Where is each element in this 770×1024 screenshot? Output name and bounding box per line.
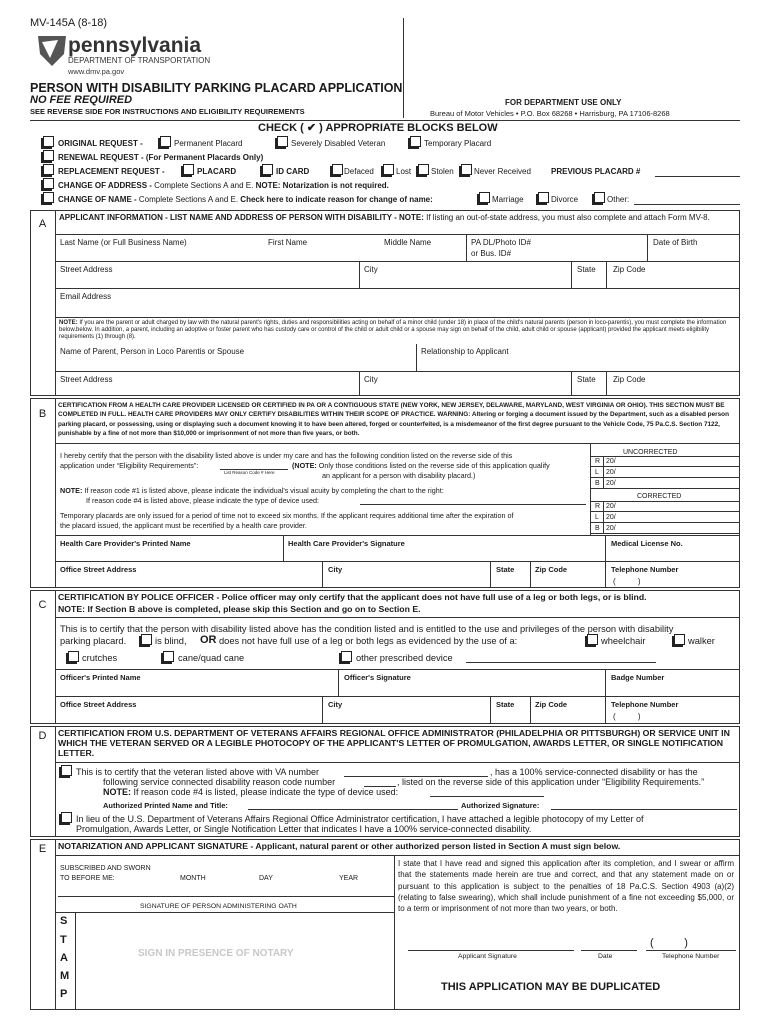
provider-phone-parens: ( ) — [613, 577, 641, 586]
permanent-placard-checkbox[interactable] — [160, 136, 171, 147]
agency-dept: DEPARTMENT OF TRANSPORTATION — [68, 56, 211, 65]
street-address-field[interactable]: Street Address — [60, 265, 113, 274]
va-certify-line-2: following service connected disability reason code number — [103, 777, 336, 787]
section-d-heading: CERTIFICATION FROM U.S. DEPARTMENT OF VETERANS AFFAIRS REGIONAL OFFICE ADMINISTRATOR (PHILADELPHIA OR PITTSBURGH) OR SERVICE UNIT IN WHICH THE VETERAN SERVED OR A LEGIBLE PHOTOCOPY OF THE APPLICANT'S LETTER OF PROMULGATION, AWARDS LETTER, OR SINGLE NOTIFICATION LETTER. — [58, 728, 730, 759]
other-reason-checkbox[interactable] — [594, 192, 605, 203]
applicant-signature-field[interactable]: Applicant Signature — [458, 953, 517, 960]
form-number: MV-145A (8-18) — [30, 17, 108, 29]
dept-use-label: FOR DEPARTMENT USE ONLY — [505, 98, 622, 107]
defaced-checkbox[interactable] — [332, 164, 343, 175]
walker-checkbox[interactable] — [674, 634, 685, 645]
replacement-request-label: REPLACEMENT REQUEST - — [58, 167, 165, 176]
change-name-label: CHANGE OF NAME - Complete Sections A and E. Check here to indicate reason for change of name: — [58, 195, 433, 204]
corrected-row-b[interactable] — [590, 523, 740, 534]
bus-id-label: or Bus. ID# — [471, 249, 512, 258]
provider-telephone-field[interactable]: Telephone Number — [611, 565, 679, 574]
section-d-letter: D — [38, 730, 47, 742]
defaced-label: Defaced — [344, 167, 374, 176]
section-b-letter: B — [38, 408, 47, 420]
provider-zip-field[interactable]: Zip Code — [535, 565, 568, 574]
crutches-label: crutches — [82, 653, 118, 663]
crutches-checkbox[interactable] — [68, 651, 79, 662]
va-certify-line-1b: , has a 100% service-connected disability or has the — [490, 767, 698, 777]
other-device-label: other prescribed device — [356, 653, 453, 663]
officer-telephone-field[interactable]: Telephone Number — [611, 700, 679, 709]
severely-disabled-veteran-label: Severely Disabled Veteran — [291, 139, 386, 148]
auth-signature-label: Authorized Signature: — [461, 801, 540, 810]
may-be-duplicated: THIS APPLICATION MAY BE DUPLICATED — [441, 981, 661, 993]
provider-state-field[interactable]: State — [496, 565, 515, 574]
zip-field[interactable]: Zip Code — [613, 265, 646, 274]
agency-url[interactable]: www.dmv.pa.gov — [68, 67, 125, 76]
before-me-label: TO BEFORE ME: — [60, 875, 115, 882]
severely-disabled-veteran-checkbox[interactable] — [277, 136, 288, 147]
certify-line-3: an applicant for a person with disability placard.) — [322, 471, 476, 480]
pa-dl-field[interactable]: PA DL/Photo ID# — [471, 238, 531, 247]
keystone-logo-icon — [36, 34, 68, 68]
section-c-note: NOTE: If Section B above is completed, please skip this Section and go on to Section E. — [58, 604, 421, 614]
leg-use-label: does not have full use of a leg or both legs as evidenced by the use of a: — [219, 636, 518, 646]
stolen-checkbox[interactable] — [418, 164, 429, 175]
or-label: OR — [200, 634, 217, 646]
previous-placard-label: PREVIOUS PLACARD # — [551, 167, 641, 176]
replace-placard-label: PLACARD — [197, 167, 237, 176]
applicant-phone-parens: ( ) — [650, 937, 688, 949]
dept-address: Bureau of Motor Vehicles • P.O. Box 68268 • Harrisburg, PA 17106-8268 — [430, 109, 670, 118]
section-a-heading: APPLICANT INFORMATION - LIST NAME AND ADDRESS OF PERSON WITH DISABILITY - NOTE: If listing an out-of-state address, you must also complete and attach Form MV-8. — [59, 213, 710, 222]
renewal-request-label: RENEWAL REQUEST - (For Permanent Placards Only) — [58, 153, 264, 162]
corrected-eye-label: R — [595, 503, 601, 510]
stamp-t: T — [60, 934, 67, 946]
replacement-request-checkbox[interactable] — [43, 164, 54, 175]
state-field[interactable]: State — [577, 265, 596, 274]
email-field[interactable]: Email Address — [60, 292, 112, 301]
device-type-field[interactable] — [360, 504, 586, 505]
provider-name-field[interactable]: Health Care Provider's Printed Name — [60, 539, 191, 548]
other-reason-label: Other: — [607, 195, 630, 204]
medical-license-field[interactable]: Medical License No. — [611, 539, 683, 548]
corrected-row-r[interactable] — [590, 501, 740, 512]
permanent-placard-label: Permanent Placard — [174, 139, 243, 148]
cane-label: cane/quad cane — [178, 653, 245, 663]
stamp-p: P — [60, 988, 68, 1000]
auth-name-label: Authorized Printed Name and Title: — [103, 801, 228, 810]
officer-phone-parens: ( ) — [613, 712, 641, 721]
section-a-letter: A — [38, 218, 47, 230]
parent-zip-field[interactable]: Zip Code — [613, 375, 646, 384]
corrected-acuity-value: 20/ — [606, 525, 616, 532]
officer-certify-line-2: parking placard. — [60, 636, 127, 646]
uncorrected-row-r[interactable] — [590, 456, 740, 467]
officer-name-field[interactable]: Officer's Printed Name — [60, 673, 141, 682]
parent-state-field[interactable]: State — [577, 375, 596, 384]
va-letter-checkbox[interactable] — [61, 812, 72, 823]
temp-placard-note-2: the placard issued, the applicant must be recertified by a health care provider. — [60, 521, 307, 530]
va-letter-line-2: Promulgation, Awards Letter, or Single Notification Letter that indicates I have a 100% service-connected disability. — [76, 824, 532, 834]
change-name-checkbox[interactable] — [43, 192, 54, 203]
certify-note: (NOTE: Only those conditions listed on the reverse side of this application qualify — [292, 461, 550, 470]
change-address-checkbox[interactable] — [43, 178, 54, 189]
parent-city-field[interactable]: City — [364, 375, 378, 384]
never-received-checkbox[interactable] — [461, 164, 472, 175]
va-device-field[interactable] — [430, 796, 544, 797]
stamp-s: S — [60, 915, 68, 927]
is-blind-checkbox[interactable] — [141, 634, 152, 645]
uncorrected-label: UNCORRECTED — [623, 449, 678, 456]
section-b-heading: CERTIFICATION FROM A HEALTH CARE PROVIDER LICENSED OR CERTIFIED IN PA OR A CONTIGUOUS STATE (NEW YORK, NEW JERSEY, DELAWARE, MARYLAND, WEST VIRGINIA OR OHIO). THIS SECTION MUST BE COMPLETED IN FULL. HEALTH CARE PROVIDERS MAY ONLY CERTIFY DISABILITIES WITHIN THEIR SCOPE OF PRACTICE. WARNING: Altering or forging a document issued by the Department, such as a disabled person parking placard, or possessing, using or displaying such a document knowing it to have been altered, forged or counterfeited, is a misdemeanor of the first degree pursuant to the Vehicle Code, 75 Pa.C.S. Section 7122, punishable by a fine of not more than $10,000 or imprisonment of not more than five years, or both. — [58, 402, 729, 437]
original-request-checkbox[interactable] — [43, 136, 54, 147]
corrected-eye-label: L — [595, 514, 599, 521]
va-certify-line-2b: , listed on the reverse side of this application under “Eligibility Requirements.” — [397, 777, 705, 787]
section-e-heading: NOTARIZATION AND APPLICANT SIGNATURE - Applicant, natural parent or other authorized person listed in Section A must sign below. — [58, 841, 621, 851]
wheelchair-label: wheelchair — [601, 636, 646, 646]
see-reverse-note: SEE REVERSE SIDE FOR INSTRUCTIONS AND ELIGIBILITY REQUIREMENTS — [30, 107, 305, 116]
is-blind-label: is blind, — [155, 636, 187, 646]
walker-label: walker — [688, 636, 715, 646]
corrected-eye-label: B — [595, 525, 600, 532]
device-note: If reason code #4 is listed above, please indicate the type of device used: — [86, 496, 319, 505]
officer-zip-field[interactable]: Zip Code — [535, 700, 568, 709]
parent-name-field[interactable]: Name of Parent, Person in Loco Parentis or Spouse — [60, 347, 245, 356]
replace-id-card-label: ID CARD — [276, 167, 310, 176]
auth-signature-field[interactable] — [551, 809, 737, 810]
swear-statement: I state that I have read and signed this application after its completion, and I swear or affirm that the statements made herein are true and correct, and that any statement made on or pursuant to this application is subject to the penalties of 18 Pa.C.S. Section 4903 (a)(2) (relating to false swearing), which shall include punishment of a fine not exceeding $5,000, or to a term or imprisonment of not more than two years, or both. — [398, 859, 734, 914]
va-letter-line-1: In lieu of the U.S. Department of Veterans Affairs Regional Office Administrator certification, I have attached a legible photocopy of my Letter of — [76, 814, 644, 824]
divorce-label: Divorce — [551, 195, 579, 204]
temp-placard-note-1: Temporary placards are only issued for a period of time not to exceed six months. If the applicant requires additional time after the expiration of — [60, 511, 514, 520]
parent-note: NOTE: If you are the parent or adult charged by law with the natural parent's rights, duties and responsibilities acting on behalf of a minor child (under 18) in place of the child's natural parents (person in loco-parentis), you must complete the information below.below. In addition, a parent, including an adoptive or foster parent who has custody care or control of the child or adult child or a spouse may sign on behalf of the child, adult child or spouse (applicant) provided the applicant meets eligibility requirements (1) through (8). — [59, 320, 727, 341]
reason-code-hint: List Reason Code # Here — [224, 470, 275, 475]
va-certify-checkbox[interactable] — [61, 765, 72, 776]
lost-label: Lost — [396, 167, 412, 176]
uncorrected-acuity-value: 20/ — [606, 480, 616, 487]
wheelchair-checkbox[interactable] — [587, 634, 598, 645]
dob-field[interactable]: Date of Birth — [653, 238, 698, 247]
visual-acuity-note: NOTE: If reason code #1 is listed above, please indicate the individual's visual acuity by completing the chart to the right: — [60, 486, 444, 495]
previous-placard-field[interactable] — [655, 176, 740, 177]
applicant-date-field[interactable]: Date — [598, 953, 613, 960]
temporary-placard-checkbox[interactable] — [410, 136, 421, 147]
officer-city-field[interactable]: City — [328, 700, 343, 709]
renewal-request-checkbox[interactable] — [43, 150, 54, 161]
certify-line-2: application under “Eligibility Requirements”: — [60, 461, 199, 470]
notary-hint: SIGN IN PRESENCE OF NOTARY — [138, 948, 294, 959]
other-reason-field[interactable] — [634, 204, 740, 205]
uncorrected-eye-label: B — [595, 480, 600, 487]
officer-certify-line-1: This is to certify that the person with disability listed above has the condition listed and is entitled to the use and privileges of the person with disability — [60, 624, 674, 634]
relationship-field[interactable]: Relationship to Applicant — [421, 347, 509, 356]
corrected-acuity-value: 20/ — [606, 514, 616, 521]
uncorrected-eye-label: L — [595, 469, 599, 476]
month-field[interactable]: MONTH — [180, 875, 206, 882]
first-name-field[interactable]: First Name — [268, 238, 308, 247]
section-c-heading: CERTIFICATION BY POLICE OFFICER - Police officer may only certify that the applicant does not have full use of a leg or both legs, or is blind. — [58, 592, 647, 602]
form-title: PERSON WITH DISABILITY PARKING PLACARD APPLICATION — [30, 81, 403, 95]
marriage-checkbox[interactable] — [479, 192, 490, 203]
uncorrected-acuity-value: 20/ — [606, 469, 616, 476]
other-device-field[interactable] — [466, 662, 656, 663]
last-name-field[interactable]: Last Name (or Full Business Name) — [60, 238, 187, 247]
change-address-label: CHANGE OF ADDRESS - Complete Sections A and E. NOTE: Notarization is not required. — [58, 181, 389, 190]
uncorrected-row-l[interactable] — [590, 467, 740, 478]
other-device-checkbox[interactable] — [341, 651, 352, 662]
no-fee-label: NO FEE REQUIRED — [30, 94, 133, 106]
auth-name-field[interactable] — [248, 809, 458, 810]
marriage-label: Marriage — [492, 195, 524, 204]
check-heading: CHECK ( ✔ ) APPROPRIATE BLOCKS BELOW — [258, 122, 498, 134]
provider-office-street-field[interactable]: Office Street Address — [60, 565, 137, 574]
section-e-letter: E — [38, 843, 47, 855]
provider-signature-field[interactable]: Health Care Provider's Signature — [288, 539, 405, 548]
certify-line-1: I hereby certify that the person with the disability listed above is under my care and has the following condition listed on the reverse side of this — [60, 451, 513, 460]
corrected-label: CORRECTED — [637, 493, 682, 500]
applicant-telephone-field[interactable]: Telephone Number — [662, 953, 720, 960]
corrected-acuity-value: 20/ — [606, 503, 616, 510]
day-field[interactable]: DAY — [259, 875, 273, 882]
officer-signature-field[interactable]: Officer's Signature — [344, 673, 411, 682]
uncorrected-acuity-value: 20/ — [606, 458, 616, 465]
subscribed-label: SUBSCRIBED AND SWORN — [60, 865, 151, 872]
replace-placard-checkbox[interactable] — [183, 164, 194, 175]
year-field[interactable]: YEAR — [339, 875, 359, 882]
stolen-label: Stolen — [431, 167, 454, 176]
agency-name: pennsylvania — [68, 34, 202, 57]
officer-state-field[interactable]: State — [496, 700, 515, 709]
temporary-placard-label: Temporary Placard — [424, 139, 492, 148]
corrected-row-l[interactable] — [590, 512, 740, 523]
divorce-checkbox[interactable] — [538, 192, 549, 203]
lost-checkbox[interactable] — [383, 164, 394, 175]
cane-checkbox[interactable] — [163, 651, 174, 662]
officer-office-street-field[interactable]: Office Street Address — [60, 700, 137, 709]
oath-signature-field[interactable]: SIGNATURE OF PERSON ADMINISTERING OATH — [140, 903, 297, 910]
original-request-label: ORIGINAL REQUEST - — [58, 139, 143, 148]
stamp-m: M — [60, 970, 70, 982]
va-certify-line-1: This is to certify that the veteran listed above with VA number — [76, 767, 319, 777]
never-received-label: Never Received — [474, 167, 531, 176]
badge-number-field[interactable]: Badge Number — [611, 673, 665, 682]
stamp-a: A — [60, 952, 68, 964]
middle-name-field[interactable]: Middle Name — [384, 238, 432, 247]
city-field[interactable]: City — [364, 265, 378, 274]
replace-id-card-checkbox[interactable] — [262, 164, 273, 175]
va-device-note: NOTE: If reason code #4 is listed, please indicate the type of device used: — [103, 787, 399, 797]
provider-city-field[interactable]: City — [328, 565, 343, 574]
parent-street-field[interactable]: Street Address — [60, 375, 113, 384]
uncorrected-eye-label: R — [595, 458, 601, 465]
section-c-letter: C — [38, 599, 47, 611]
